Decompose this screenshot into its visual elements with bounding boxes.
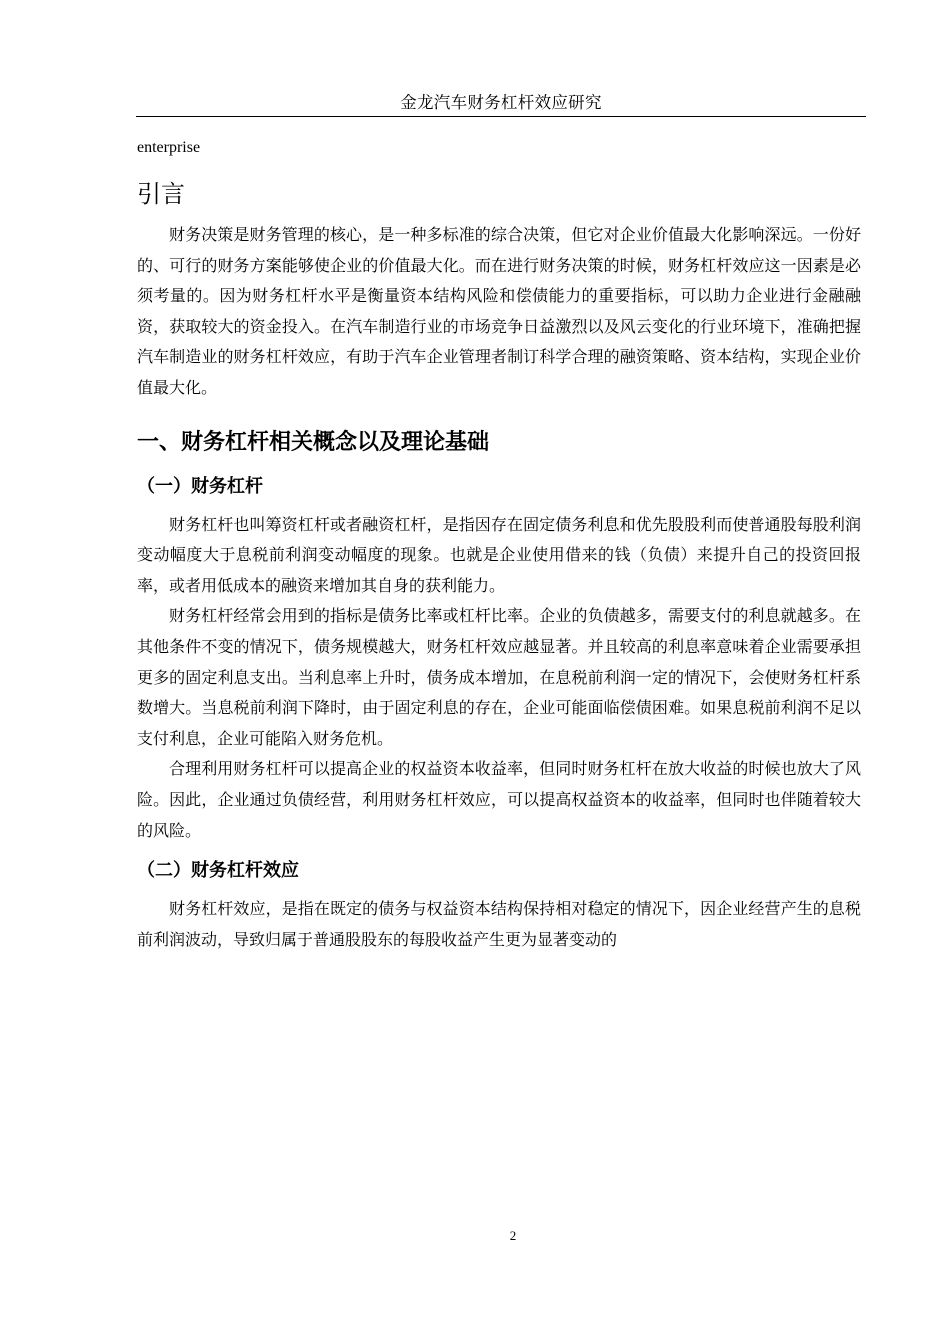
- page-content: [137, 134, 861, 955]
- subsection-heading-financial-leverage: （一）财务杠杆: [137, 475, 263, 497]
- leverage-paragraph-indicators: 财务杠杆经常会用到的指标是债务比率或杠杆比率。企业的负债越多，需要支付的利息就越多。在其他条件不变的情况下，债务规模越大，财务杠杆效应越显著。并且较高的利息率意味着企业需要承担更多的固定利息支出。当利息率上升时，债务成本增加，在息税前利润一定的情况下，会使财务杠杆系数增大。当息税前利润下降时，由于固定利息的存在，企业可能面临偿债困难。如果息税前利润不足以支付利息，企业可能陷入财务危机。: [137, 606, 861, 748]
- carryover-fragment: enterprise: [137, 139, 201, 156]
- subsection-heading-leverage-effect: （二）财务杠杆效应: [137, 860, 299, 882]
- section-heading-concepts: 一、财务杠杆相关概念以及理论基础: [137, 429, 490, 455]
- leverage-effect-paragraph: 财务杠杆效应，是指在既定的债务与权益资本结构保持相对稳定的情况下，因企业经营产生的息税前利润波动，导致归属于普通股股东的每股收益产生更为显著变动的: [137, 899, 861, 949]
- header-rule: [136, 116, 866, 117]
- intro-paragraph: 财务决策是财务管理的核心，是一种多标准的综合决策，但它对企业价值最大化影响深远。一份好的、可行的财务方案能够使企业的价值最大化。而在进行财务决策的时候，财务杠杆效应这一因素是必须考量的。因为财务杠杆水平是衡量资本结构风险和偿债能力的重要指标，可以助力企业进行金融融资，获取较大的资金投入。在汽车制造行业的市场竞争日益激烈以及风云变化的行业环境下，准确把握汽车制造业的财务杠杆效应，有助于汽车企业管理者制订科学合理的融资策略、资本结构，实现企业价值最大化。: [137, 225, 861, 397]
- page-number: 2: [509, 1228, 517, 1243]
- leverage-paragraph-risk: 合理利用财务杠杆可以提高企业的权益资本收益率，但同时财务杠杆在放大收益的时候也放大了风险。因此，企业通过负债经营，利用财务杠杆效应，可以提高权益资本的收益率，但同时也伴随着较大的风险。: [137, 759, 861, 840]
- intro-heading: 引言: [137, 180, 185, 208]
- running-header-title: 金龙汽车财务杠杆效应研究: [400, 93, 602, 112]
- leverage-paragraph-definition: 财务杠杆也叫筹资杠杆或者融资杠杆，是指因存在固定债务利息和优先股股利而使普通股每股利润变动幅度大于息税前利润变动幅度的现象。也就是企业使用借来的钱（负债）来提升自己的投资回报率，或者用低成本的融资来增加其自身的获利能力。: [137, 514, 861, 595]
